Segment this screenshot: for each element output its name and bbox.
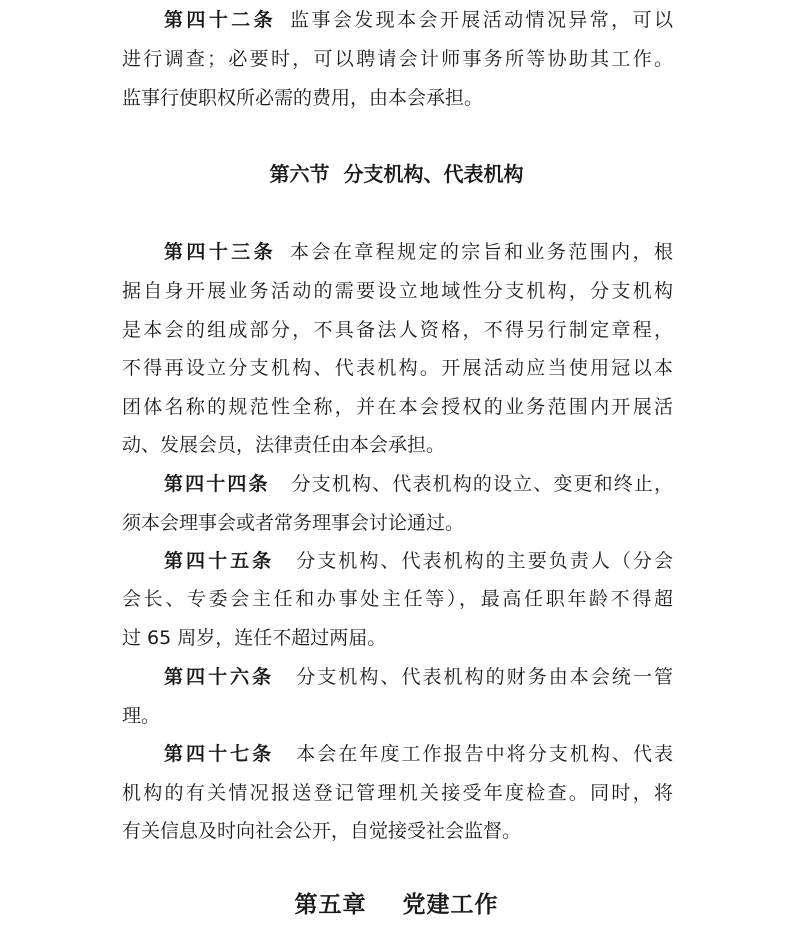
article-43-line-1: 第四十三条 本会在章程规定的宗旨和业务范围内，根 <box>164 241 673 263</box>
article-44-line-2: 须本会理事会或者常务理事会讨论通过。 <box>122 512 465 534</box>
chapter-heading: 第五章 党建工作 <box>294 892 499 918</box>
article-42-line-1: 第四十二条 监事会发现本会开展活动情况异常，可以 <box>164 9 673 31</box>
article-46-line-1: 第四十六条 分支机构、代表机构的财务由本会统一管 <box>164 666 673 688</box>
article-42-line-3: 监事行使职权所必需的费用，由本会承担。 <box>122 87 484 109</box>
article-43-line-2: 据自身开展业务活动的需要设立地域性分支机构，分支机构 <box>122 280 673 302</box>
article-46-title: 第四十六条 <box>164 666 275 688</box>
article-43-line-3: 是本会的组成部分，不具备法人资格，不得另行制定章程， <box>122 319 673 341</box>
article-44-line-1: 第四十四条 分支机构、代表机构的设立、变更和终止， <box>164 473 673 495</box>
article-43-line-5: 团体名称的规范性全称，并在本会授权的业务范围内开展活 <box>122 396 673 418</box>
article-47-title: 第四十七条 <box>164 743 275 765</box>
article-45-title: 第四十五条 <box>164 550 275 572</box>
article-45-line-3: 过 65 周岁，连任不超过两届。 <box>122 627 387 649</box>
article-42-title: 第四十二条 <box>164 9 277 31</box>
section-heading: 第六节 分支机构、代表机构 <box>269 162 524 186</box>
article-43-line-4: 不得再设立分支机构、代表机构。开展活动应当使用冠以本 <box>122 357 673 379</box>
article-46-line-2: 理。 <box>122 705 161 727</box>
article-45-line-1: 第四十五条 分支机构、代表机构的主要负责人（分会 <box>164 550 673 572</box>
article-47-line-1: 第四十七条 本会在年度工作报告中将分支机构、代表 <box>164 743 673 765</box>
article-47-line-3: 有关信息及时向社会公开，自觉接受社会监督。 <box>122 820 522 842</box>
article-43-title: 第四十三条 <box>164 241 277 263</box>
article-45-line-2: 会长、专委会主任和办事处主任等），最高任职年龄不得超 <box>122 588 673 610</box>
article-44-title: 第四十四条 <box>164 473 270 495</box>
article-43-line-6: 动、发展会员，法律责任由本会承担。 <box>122 434 446 456</box>
article-47-line-2: 机构的有关情况报送登记管理机关接受年度检查。同时，将 <box>122 782 673 804</box>
article-42-line-2: 进行调查；必要时，可以聘请会计师事务所等协助其工作。 <box>122 48 673 70</box>
